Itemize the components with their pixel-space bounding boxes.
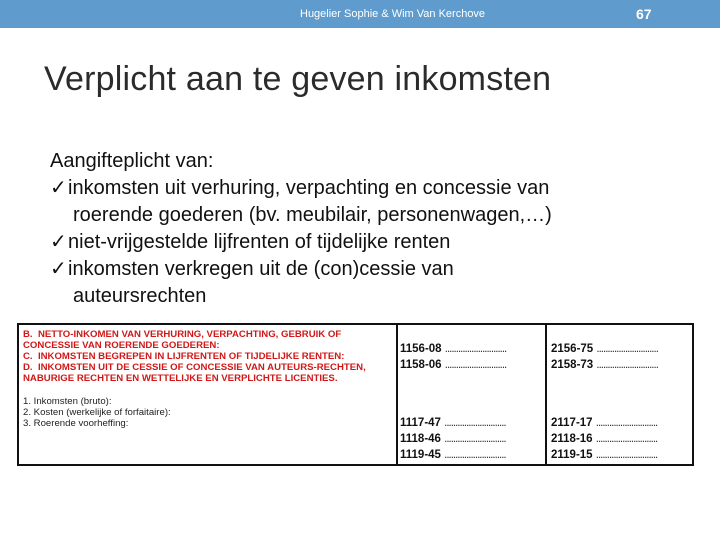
bullet-3 [50,256,690,283]
dotted-field: ............................ [444,433,506,445]
dotted-field: ............................ [595,433,658,445]
dotted-field: ............................ [444,417,506,429]
code-row [551,359,658,371]
bullet-3-line1: inkomsten verkregen uit de (con)cessie van [68,258,454,280]
header-bar [0,0,720,28]
bullet-2-line1: niet-vrijgestelde lijfrenten of tijdelijke renten [68,231,451,253]
bullet-1-line1: inkomsten uit verhuring, verpachting en concessie van [68,177,550,199]
slide-title: Verplicht aan te geven inkomsten [44,60,552,98]
form-left-column [23,329,393,429]
checkmark-icon: ✓ [50,258,67,280]
code-2119-15: 2119-15 [551,449,593,461]
section-b-text: NETTO-INKOMEN VAN VERHURING, VERPACHTING, GEBRUIK OF CONCESSIE VAN ROERENDE GOEDEREN: [23,329,342,351]
code-2158-73: 2158-73 [551,359,594,371]
section-d-item-1: 1. Inkomsten (bruto): [23,396,112,407]
dotted-field: ............................ [444,359,507,371]
code-1158-06: 1158-06 [400,359,442,371]
bullet-1 [50,175,690,202]
section-c-letter: C. [23,351,33,362]
code-row [551,449,657,461]
code-2156-75: 2156-75 [551,343,594,355]
code-row [551,433,657,445]
dotted-field: ............................ [596,359,658,371]
section-b-letter: B. [23,329,33,340]
dotted-field: ............................ [444,343,507,355]
code-row [400,417,506,429]
code-row [551,417,657,429]
code-row [400,433,506,445]
code-row [400,343,506,355]
page-number: 67 [636,6,652,22]
header-authors: Hugelier Sophie & Wim Van Kerchove [300,8,486,20]
code-row [400,359,506,371]
section-b [23,329,393,351]
tax-form-excerpt [17,323,694,466]
section-d [23,362,393,384]
code-2117-17: 2117-17 [551,417,593,429]
code-row [551,343,658,355]
code-1117-47: 1117-47 [400,417,441,429]
checkmark-icon: ✓ [50,231,67,253]
section-c [23,351,393,362]
section-d-letter: D. [23,362,33,373]
column-divider [396,325,398,464]
dotted-field: ............................ [444,449,506,461]
dotted-field: ............................ [595,417,658,429]
section-d-item-2: 2. Kosten (werkelijke of forfaitaire): [23,407,171,418]
bullet-3-line2: auteursrechten [73,285,207,307]
column-divider [545,325,547,464]
section-c-text: INKOMSTEN BEGREPEN IN LIJFRENTEN OF TIJDELIJKE RENTEN: [37,351,345,362]
code-1118-46: 1118-46 [400,433,441,445]
code-1156-08: 1156-08 [400,343,442,355]
code-row [400,449,506,461]
code-1119-45: 1119-45 [400,449,441,461]
intro-text: Aangifteplicht van: [50,150,214,172]
section-d-item-3: 3. Roerende voorheffing: [23,418,129,429]
checkmark-icon: ✓ [50,177,67,199]
dotted-field: ............................ [595,449,658,461]
dotted-field: ............................ [596,343,658,355]
bullet-1-line2: roerende goederen (bv. meubilair, personenwagen,…) [73,204,552,226]
bullet-2 [50,229,690,256]
slide-body [50,148,690,310]
section-d-text: INKOMSTEN UIT DE CESSIE OF CONCESSIE VAN AUTEURS-RECHTEN, NABURIGE RECHTEN EN WETTELIJKE EN VERPLICHTE LICENTIES. [23,362,366,384]
code-2118-16: 2118-16 [551,433,593,445]
